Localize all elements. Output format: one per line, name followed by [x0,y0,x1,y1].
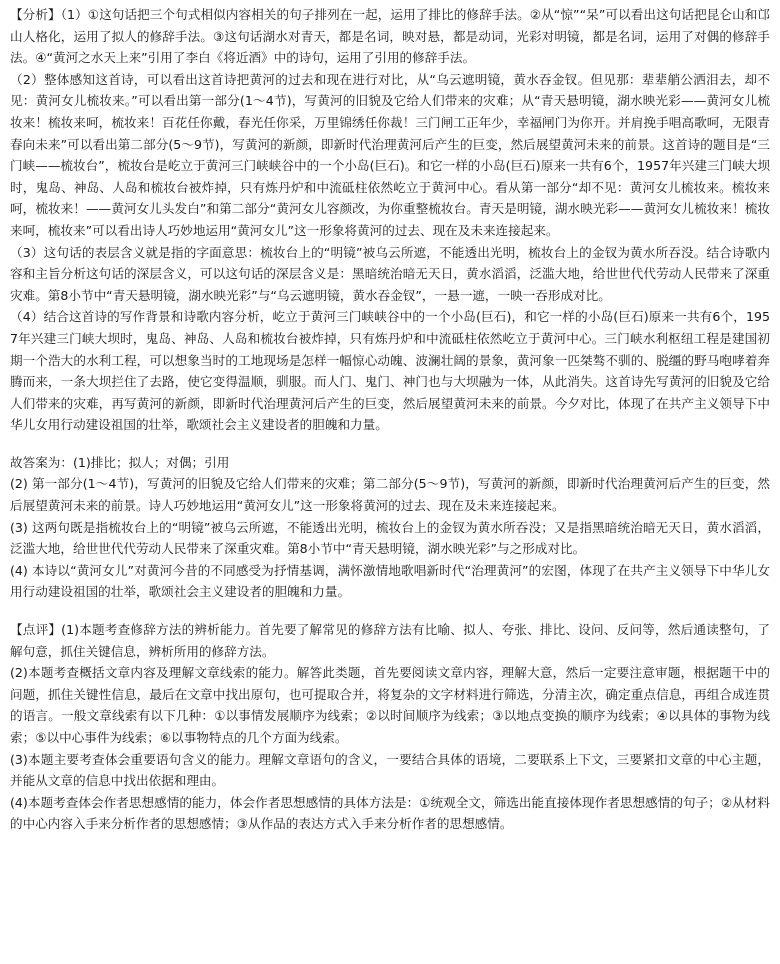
comment-section [10,619,770,835]
analysis-section [10,4,770,436]
analysis-part-2: （2）整体感知这首诗，可以看出这首诗把黄河的过去和现在进行对比，从“乌云遮明镜，黄水吞金钗。但见那：辈辈艄公洒泪去，却不见：黄河女儿梳妆来。”可以看出第一部分(1～4节)，写黄河的旧貌及它给人们带来的灾难；从“青天悬明镜，湖水映光彩——黄河女儿梳妆来！梳妆来呵，梳妆来！百花任你戴，春光任你采，万里锦绣任你裁！三门闸工正年少，幸福闸门为你开。并肩挽手唱高歌呵，无限青春向未来”可以看出第二部分(5～9节)，写黄河的新颜，即新时代治理黄河后产生的巨变，然后展望黄河未来的前景。这首诗的题目是“三门峡——梳妆台”，梳妆台是屹立于黄河三门峡峡谷中的一个小岛(巨石)。和它一样的小岛(巨石)原来一共有6个，1957年兴建三门峡大坝时，鬼岛、神岛、人岛和梳妆台被炸掉，只有炼丹炉和中流砥柱依然屹立于黄河中心。看从第一部分“却不见：黄河女儿梳妆来。梳妆来呵，梳妆来！——黄河女儿头发白”和第二部分“黄河女儿容颜改，为你重整梳妆台。青天是明镜，湖水映光彩——黄河女儿梳妆来！梳妆来呵，梳妆来”可以看出诗人巧妙地运用“黄河女儿”这一形象将黄河的过去、现在及未来连接起来。 [10,71,770,238]
analysis-part-3: （3）这句话的表层含义就是指的字面意思：梳妆台上的“明镜”被乌云所遮，不能透出光明，梳妆台上的金钗为黄水所吞没。结合诗歌内容和主旨分析这句话的深层含义，可以这句话的深层含义是：黑暗统治暗无天日，黄水滔滔，泛滥大地，给世世代代劳动人民带来了深重灾难。第8小节中“青天悬明镜，湖水映光彩”与“乌云遮明镜，黄水吞金钗”，一悬一遮，一映一吞形成对比。 [10,244,770,303]
answer-section [10,452,770,603]
analysis-part-1: 【分析】（1）①这句话把三个句式相似内容相关的句子排列在一起，运用了排比的修辞手法。②从“惊”“呆”可以看出这句话把昆仑山和邙山人格化，运用了拟人的修辞手法。③这句话湖水对青天，都是名词，映对悬，都是动词，光彩对明镜，都是名词，运用了对偶的修辞手法。④“黄河之水天上来”引用了李白《将近酒》中的诗句，运用了引用的修辞手法。 [10,7,770,66]
comment-part-3: (3)本题主要考查体会重要语句含义的能力。理解文章语句的含义，一要结合具体的语境，二要联系上下文，三要紧扣文章的中心主题，并能从文章的信息中找出依据和理由。 [10,751,770,789]
comment-part-1: 【点评】(1)本题考查修辞方法的辨析能力。首先要了解常见的修辞方法有比喻、拟人、夸张、排比、设问、反问等，然后通读整句，了解句意，抓住关键信息，辨析所用的修辞方法。 [10,622,770,659]
spacer [10,603,770,619]
answer-part-1: 故答案为：(1)排比；拟人；对偶；引用 [10,454,230,470]
answer-part-3: (3) 这两句既是指梳妆台上的“明镜”被乌云所遮，不能透出光明，梳妆台上的金钗为黄水所吞没；又是指黑暗统治暗无天日，黄水滔滔，泛滥大地，给世世代代劳动人民带来了深重灾难。第8小节中“青天悬明镜，湖水映光彩”与之形成对比。 [10,519,770,557]
comment-part-4: (4)本题考查体会作者思想感情的能力，体会作者思想感情的具体方法是：①统观全文，筛选出能直接体现作者思想感情的句子；②从材料的中心内容入手来分析作者的思想感情；③从作品的表达方式入手来分析作者的思想感情。 [10,794,770,832]
analysis-part-4: （4）结合这首诗的写作背景和诗歌内容分析，屹立于黄河三门峡峡谷中的一个小岛(巨石)，和它一样的小岛(巨石)原来一共有6个，1957年兴建三门峡大坝时，鬼岛、神岛、人岛和梳妆台被炸掉，只有炼丹炉和中流砥柱依然屹立于黄河中心。三门峡水利枢纽工程是建国初期一个浩大的水利工程，可以想象当时的工地现场是怎样一幅惊心动魄、波澜壮阔的景象，黄河象一匹桀骜不驯的、脱缰的野马咆哮着奔腾而来，一条大坝拦住了去路，使它变得温顺，驯服。而人门、鬼门、神门也与大坝融为一体，从此消失。这首诗先写黄河的旧貌及它给人们带来的灾难，再写黄河的新颜，即新时代治理黄河后产生的巨变，然后展望黄河未来的前景。今夕对比，体现了在共产主义领导下中华儿女用行动建设祖国的壮举，歌颂社会主义建设者的胆魄和力量。 [10,309,770,433]
spacer [10,436,770,452]
comment-part-2: (2)本题考查概括文章内容及理解文章线索的能力。解答此类题，首先要阅读文章内容，理解大意，然后一定要注意审题，根据题干中的问题，抓住关键性信息，最后在文章中找出原句，也可提取合并，将复杂的文字材料进行筛选，分清主次，确定重点信息，再组合成连贯的语言。一般文章线索有以下几种：①以事情发展顺序为线索；②以时间顺序为线索；③以地点变换的顺序为线索；④以具体的事物为线索；⑤以中心事件为线索；⑥以事物特点的几个方面为线索。 [10,665,770,745]
answer-part-2: (2) 第一部分(1～4节)，写黄河的旧貌及它给人们带来的灾难；第二部分(5～9节)，写黄河的新颜，即新时代治理黄河后产生的巨变，然后展望黄河未来的前景。诗人巧妙地运用“黄河女儿”这一形象将黄河的过去、现在及未来连接起来。 [10,476,770,514]
answer-part-4: (4) 本诗以“黄河女儿”对黄河今昔的不同感受为抒情基调，满怀激情地歌唱新时代“治理黄河”的宏图，体现了在共产主义领导下中华儿女用行动建设祖国的壮举，歌颂社会主义建设者的胆魄和力量。 [10,562,770,600]
